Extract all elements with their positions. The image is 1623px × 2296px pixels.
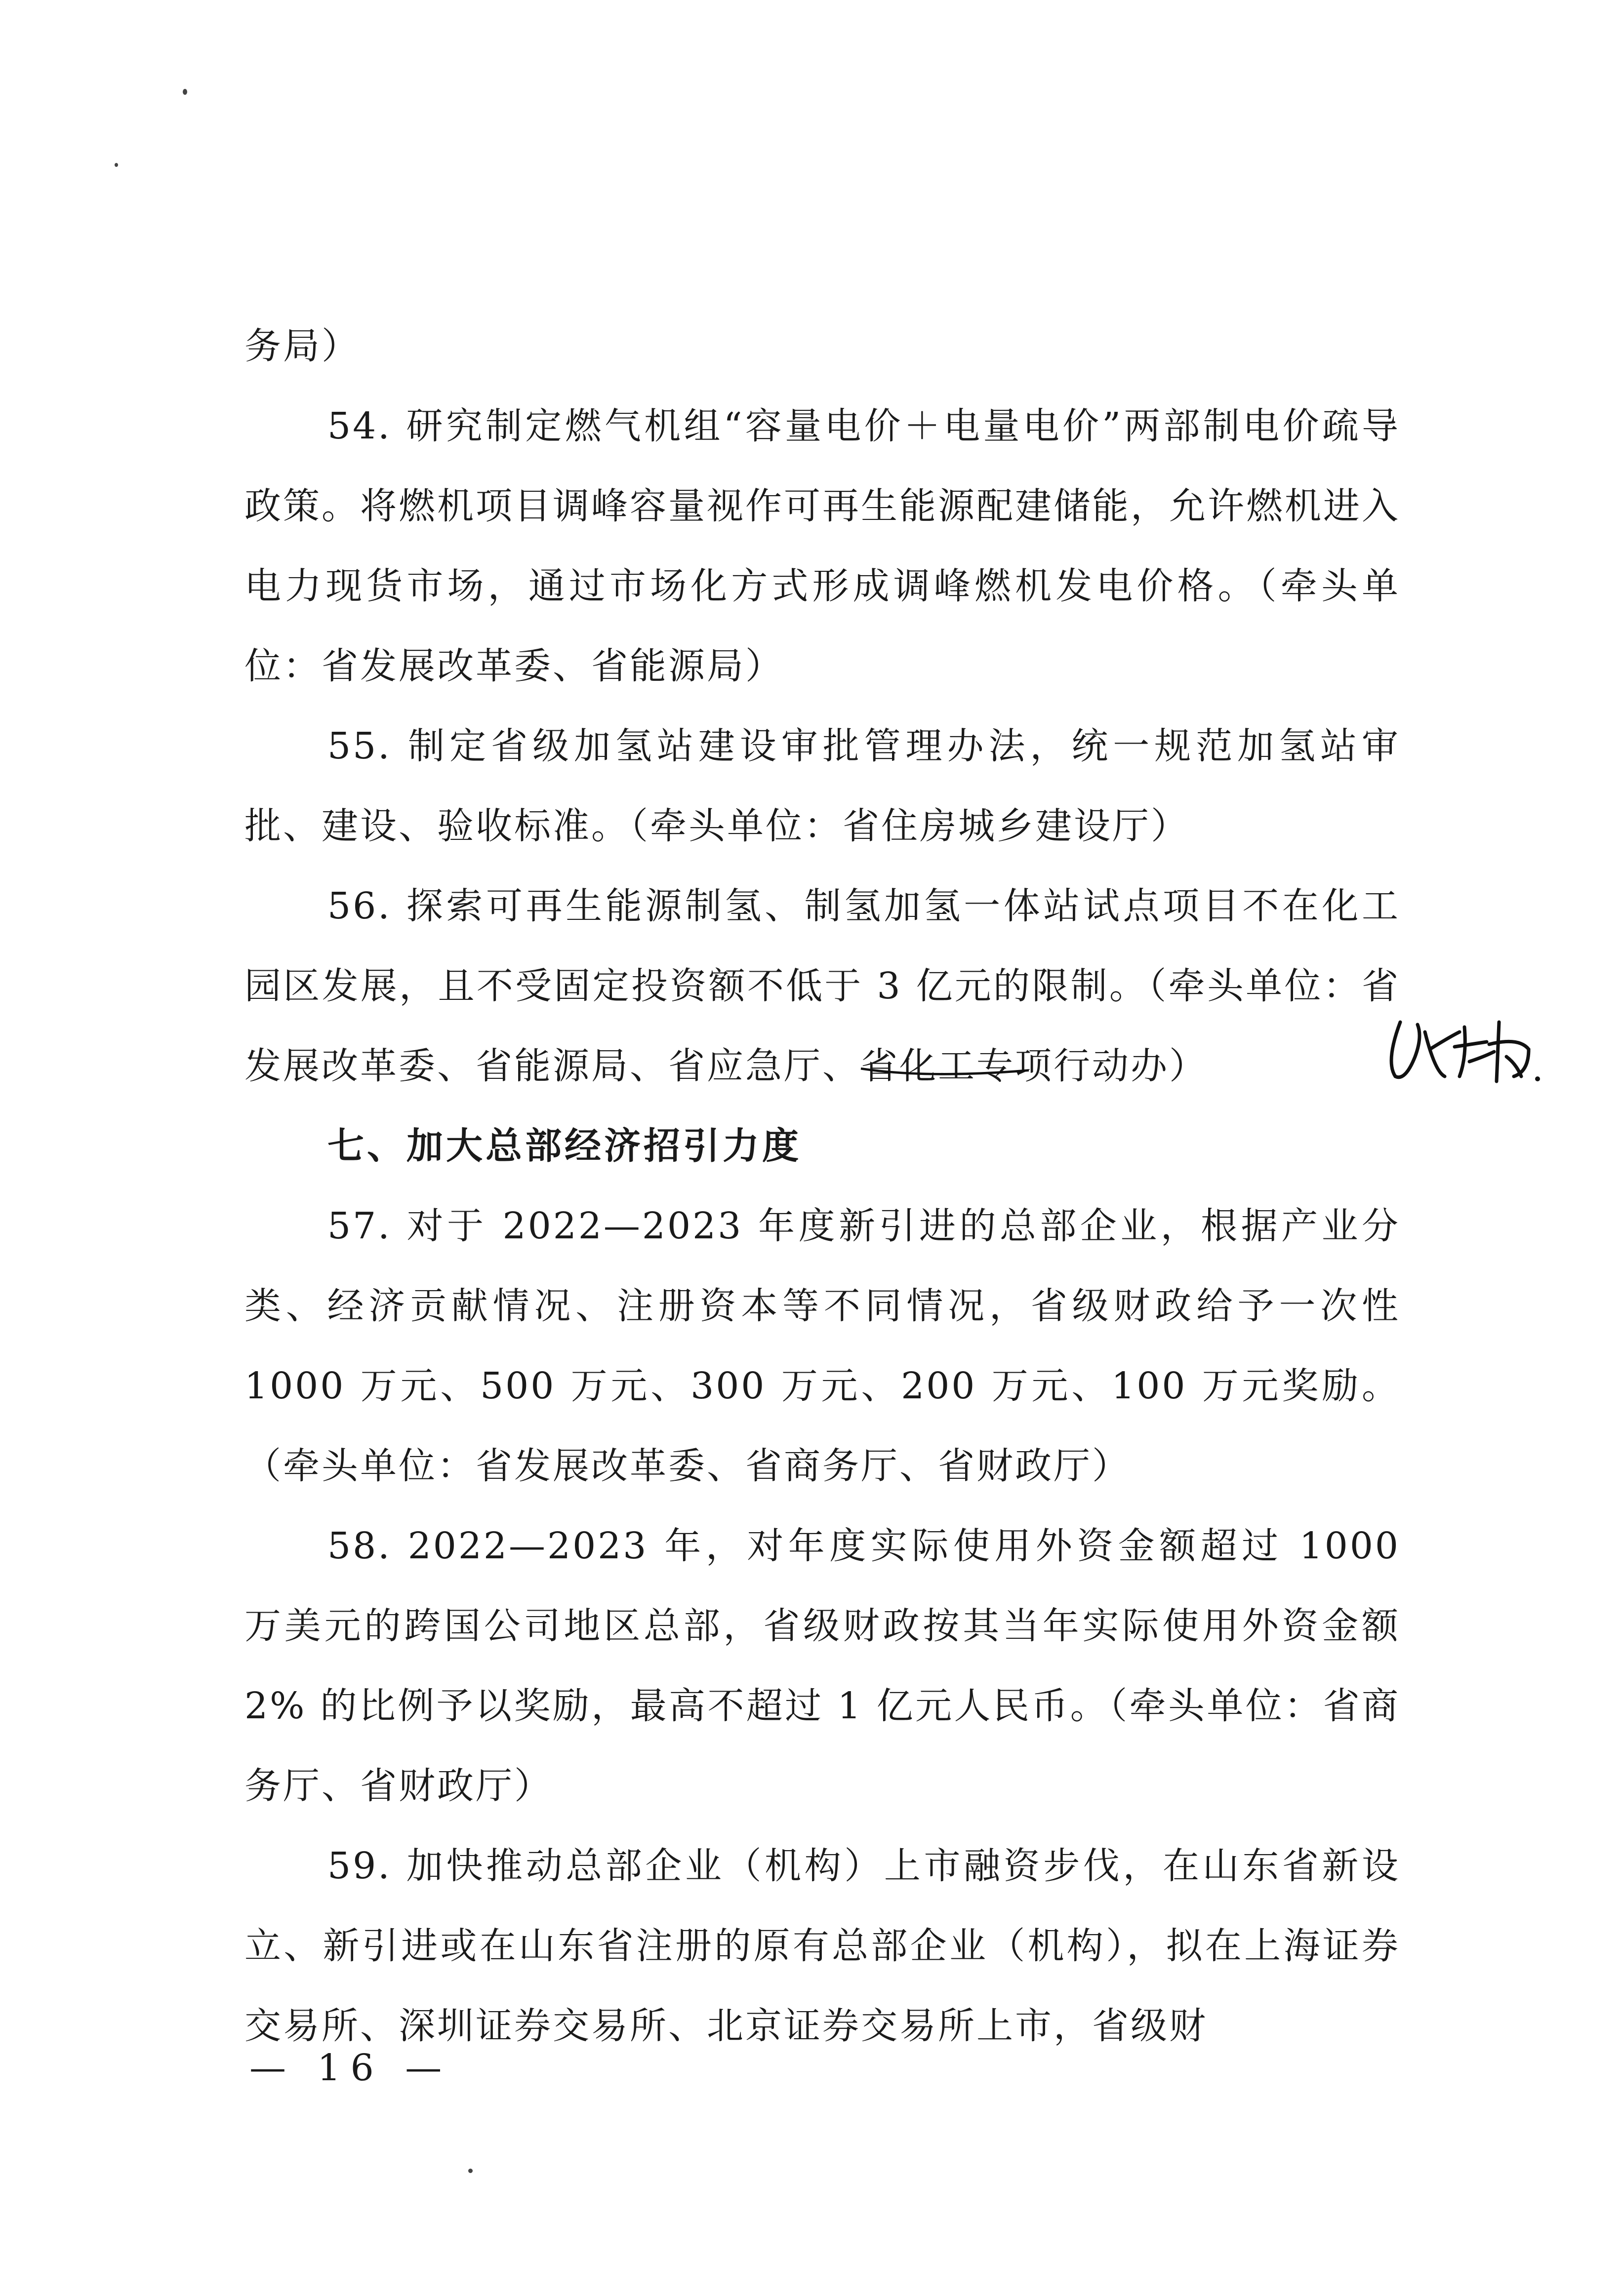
item-56-close: ） [1169, 1045, 1208, 1087]
item-56-text: 56. 探索可再生能源制氢、制氢加氢一体站试点项目不在化工园区发展，且不受固定投资额不低于 3 亿元的限制。（牵头单位：省发展改革委、省能源局、省应急厅、 [244, 885, 1400, 1087]
scan-speck [115, 163, 118, 167]
paragraph-item-59: 59. 加快推动总部企业（机构）上市融资步伐，在山东省新设立、新引进或在山东省注册的原有总部企业（机构），拟在上海证券交易所、深圳证券交易所、北京证券交易所上市，省级财 [244, 1845, 1400, 2047]
scan-speck [183, 89, 187, 95]
paragraph-item-54: 54. 研究制定燃气机组“容量电价＋电量电价”两部制电价疏导政策。将燃机项目调峰容量视作可再生能源配建储能，允许燃机进入电力现货市场，通过市场化方式形成调峰燃机发电价格。（牵头单位：省发展改革委、省能源局） [244, 405, 1400, 687]
handwritten-signature [1380, 1002, 1543, 1091]
paragraph-item-55: 55. 制定省级加氢站建设审批管理办法，统一规范加氢站审批、建设、验收标准。（牵头单位：省住房城乡建设厅） [244, 725, 1400, 847]
scan-speck [468, 2169, 473, 2173]
paragraph-continuation: 务局） [244, 325, 360, 367]
page-number: — 16 — [249, 2047, 452, 2089]
underlined-agency-text: 省化工专项行动办 [861, 1045, 1169, 1087]
paragraph-item-58: 58. 2022—2023 年，对年度实际使用外资金额超过 1000 万美元的跨国公司地区总部，省级财政按其当年实际使用外资金额 2% 的比例予以奖励，最高不超过 1 亿元人民币。（牵头单位：省商务厅、省财政厅） [244, 1525, 1400, 1807]
paragraph-item-57: 57. 对于 2022—2023 年度新引进的总部企业，根据产业分类、经济贡献情况、注册资本等不同情况，省级财政给予一次性 1000 万元、500 万元、300 万元、200 万元、100 万元奖励。（牵头单位：省发展改革委、省商务厅、省财政厅） [244, 1205, 1400, 1487]
document-body [244, 306, 1400, 2066]
paragraph-item-56 [244, 866, 1400, 1106]
underlined-agency [861, 1045, 1169, 1087]
section-heading-7: 七、加大总部经济招引力度 [327, 1125, 802, 1167]
